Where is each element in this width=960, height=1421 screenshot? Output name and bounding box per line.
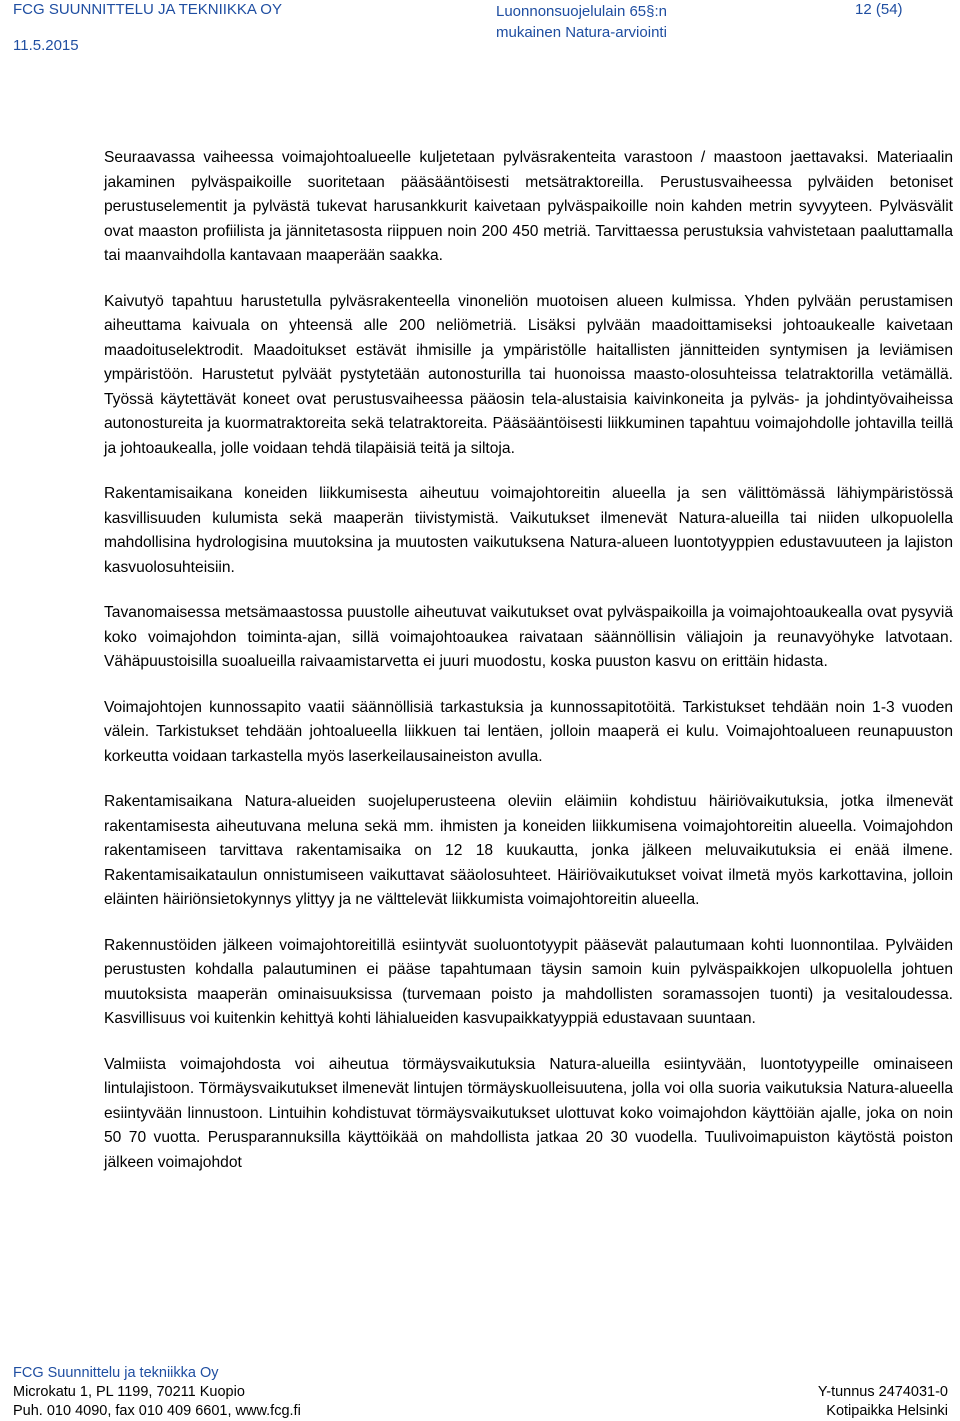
footer-address: Microkatu 1, PL 1199, 70211 Kuopio (13, 1384, 245, 1400)
body-paragraph: Rakennustöiden jälkeen voimajohtoreitillä esiintyvät suoluontotyypit pääsevät palautumaan kohti luonnontilaa. Pylväiden perustusten kohdalla palautuminen ei pääse tapahtumaan täysin samoin kuin pylväspaikkojen ulkopuolella johtuen muutoksista maaperän ominaisuuksissa (turvemaan poisto ja mahdollisten soramassojen tuonti) ja vesitaloudessa. Kasvillisuus voi kuitenkin kehittyä kohti lähialueiden kasvupaikkatyyppiä edustavaan suuntaan. (104, 936, 953, 1027)
header-date: 11.5.2015 (13, 37, 79, 54)
body-paragraph: Tavanomaisessa metsämaastossa puustolle aiheutuvat vaikutukset ovat pylväspaikoilla ja voimajohtoaukealla ovat pysyviä koko voimajohdon toiminta-ajan, sillä voimajohtoaukea raivataan säännöllisin väliajoin ja reunavyöhyke latvotaan. Vähäpuustoisilla suoalueilla raivaamistarvetta ei juuri muodostu, koska puuston kasvu on erittäin hidasta. (104, 604, 953, 670)
footer-company: FCG Suunnittelu ja tekniikka Oy (13, 1365, 219, 1381)
page-header (0, 0, 960, 60)
body-paragraph: Seuraavassa vaiheessa voimajohtoalueelle kuljetetaan pylväsrakenteita varastoon / maastoon jaettavaksi. Materiaalin jakaminen pylväspaikoille suoritetaan pääsääntöisesti metsätraktoreilla. Perustusvaiheessa pylväiden betoniset perustuselementit ja pylvästä tukevat harusankkurit kaivetaan pylväspaikoille noin kahden metrin syvyyteen. Pylväsvälit ovat maaston profiilista ja jännitetasosta riippuen noin 200 450 metriä. Tarvittaessa perustuksia vahvistetaan paaluttamalla tai maanvaihdolla kantavaan maaperään saakka. (104, 149, 953, 264)
body-paragraph: Rakentamisaikana koneiden liikkumisesta aiheutuu voimajohtoreitin alueella ja sen välittömässä lähiympäristössä kasvillisuuden kulumista sekä maaperän tiivistymistä. Vaikutukset ilmenevät Natura-alueilla tai niiden ulkopuolella mahdollisina hydrologisina muutoksina ja muutosten vaikutuksena Natura-alueen luontotyyppien edustavuuteen ja lajiston kasvuolosuhteisiin. (104, 485, 953, 576)
header-document-title (496, 1, 667, 43)
body-paragraph: Voimajohtojen kunnossapito vaatii säännöllisiä tarkastuksia ja kunnossapitotöitä. Tarkistukset tehdään noin 1-3 vuoden välein. Tarkistukset tehdään johtoalueella liikkuen tai lentäen, jolloin maaperä ei kulu. Voimajohtoalueen reunapuuston korkeutta voidaan tarkastella myös laserkeilausaineiston avulla. (104, 698, 953, 765)
footer-contact: Puh. 010 4090, fax 010 409 6601, www.fcg.fi (13, 1403, 301, 1419)
body-paragraph: Valmiista voimajohdosta voi aiheutua törmäysvaikutuksia Natura-alueilla esiintyvään, luontotyypeille ominaiseen lintulajistoon. Törmäysvaikutukset ilmenevät lintujen törmäyskuolleisuutena, jolla voi olla suoria vaikutuksia Natura-alueella esiintyvään linnustoon. Lintuihin kohdistuvat törmäysvaikutukset ulottuvat koko voimajohdon käyttöiän ajalle, joka on noin 50 70 vuotta. Perusparannuksilla käyttöikää on mahdollista jatkaa 20 30 vuodella. Tuulivoimapuiston käytöstä poiston jälkeen voimajohdot (104, 1055, 953, 1171)
body-paragraph: Rakentamisaikana Natura-alueiden suojeluperusteena oleviin eläimiin kohdistuu häiriövaikutuksia, jotka ilmenevät rakentamisesta aiheutuvana meluna sekä mm. ihmisten ja koneiden liikkumisena voimajohtoreitin alueella. Voimajohdon rakentamiseen tarvittava rakentamisaika on 12 18 kuukautta, jonka jälkeen meluvaikutuksia ei enää ilmene. Rakentamisaikataulun onnistumiseen vaikuttavat sääolosuhteet. Häiriövaikutukset voivat ilmetä myös karkottavina, jolloin eläinten häiriönsietokynnys ylittyy ja ne välttelevät liikkumista voimajohtoreitin alueella. (104, 793, 953, 908)
body-paragraph: Kaivutyö tapahtuu harustetulla pylväsrakenteella vinoneliön muotoisen alueen kulmissa. Yhden pylvään perustamisen aiheuttama kaivuala on yhteensä alle 200 neliömetriä. Lisäksi pylvään maadoittamiseksi johtoaukealle kaivetaan maadoituselektrodit. Maadoitukset estävät ihmisille ja ympäristölle haitallisten jännitteiden syntymisen ja leviämisen ympäristöön. Harustetut pylväät pystytetään autonosturilla tai huonoissa maasto-olosuhteissa telatraktorilla vetämällä. Työssä käytettävät koneet ovat perustusvaiheessa pääosin tela-alustaisia kaivinkoneita ja pylväs- ja johdintyövaiheissa autonostureita ja kuormatraktoreita sekä telatraktoreita. Pääsääntöisesti liikkuminen tapahtuu voimajohdolle johtavilla teillä ja johtoaukealla, jolle voidaan tehdä tilapäisiä teitä ja siltoja. (104, 292, 953, 457)
document-body (104, 146, 953, 1175)
footer-business-id: Y-tunnus 2474031-0 (817, 1384, 948, 1400)
header-company: FCG SUUNNITTELU JA TEKNIIKKA OY (13, 1, 282, 18)
header-document-title-line1: Luonnonsuojelulain 65§:n (496, 3, 667, 20)
page-footer (13, 1364, 948, 1421)
page-number: 12 (54) (855, 1, 903, 18)
footer-domicile: Kotipaikka Helsinki (826, 1403, 948, 1419)
header-document-title-line2: mukainen Natura-arviointi (496, 24, 667, 41)
